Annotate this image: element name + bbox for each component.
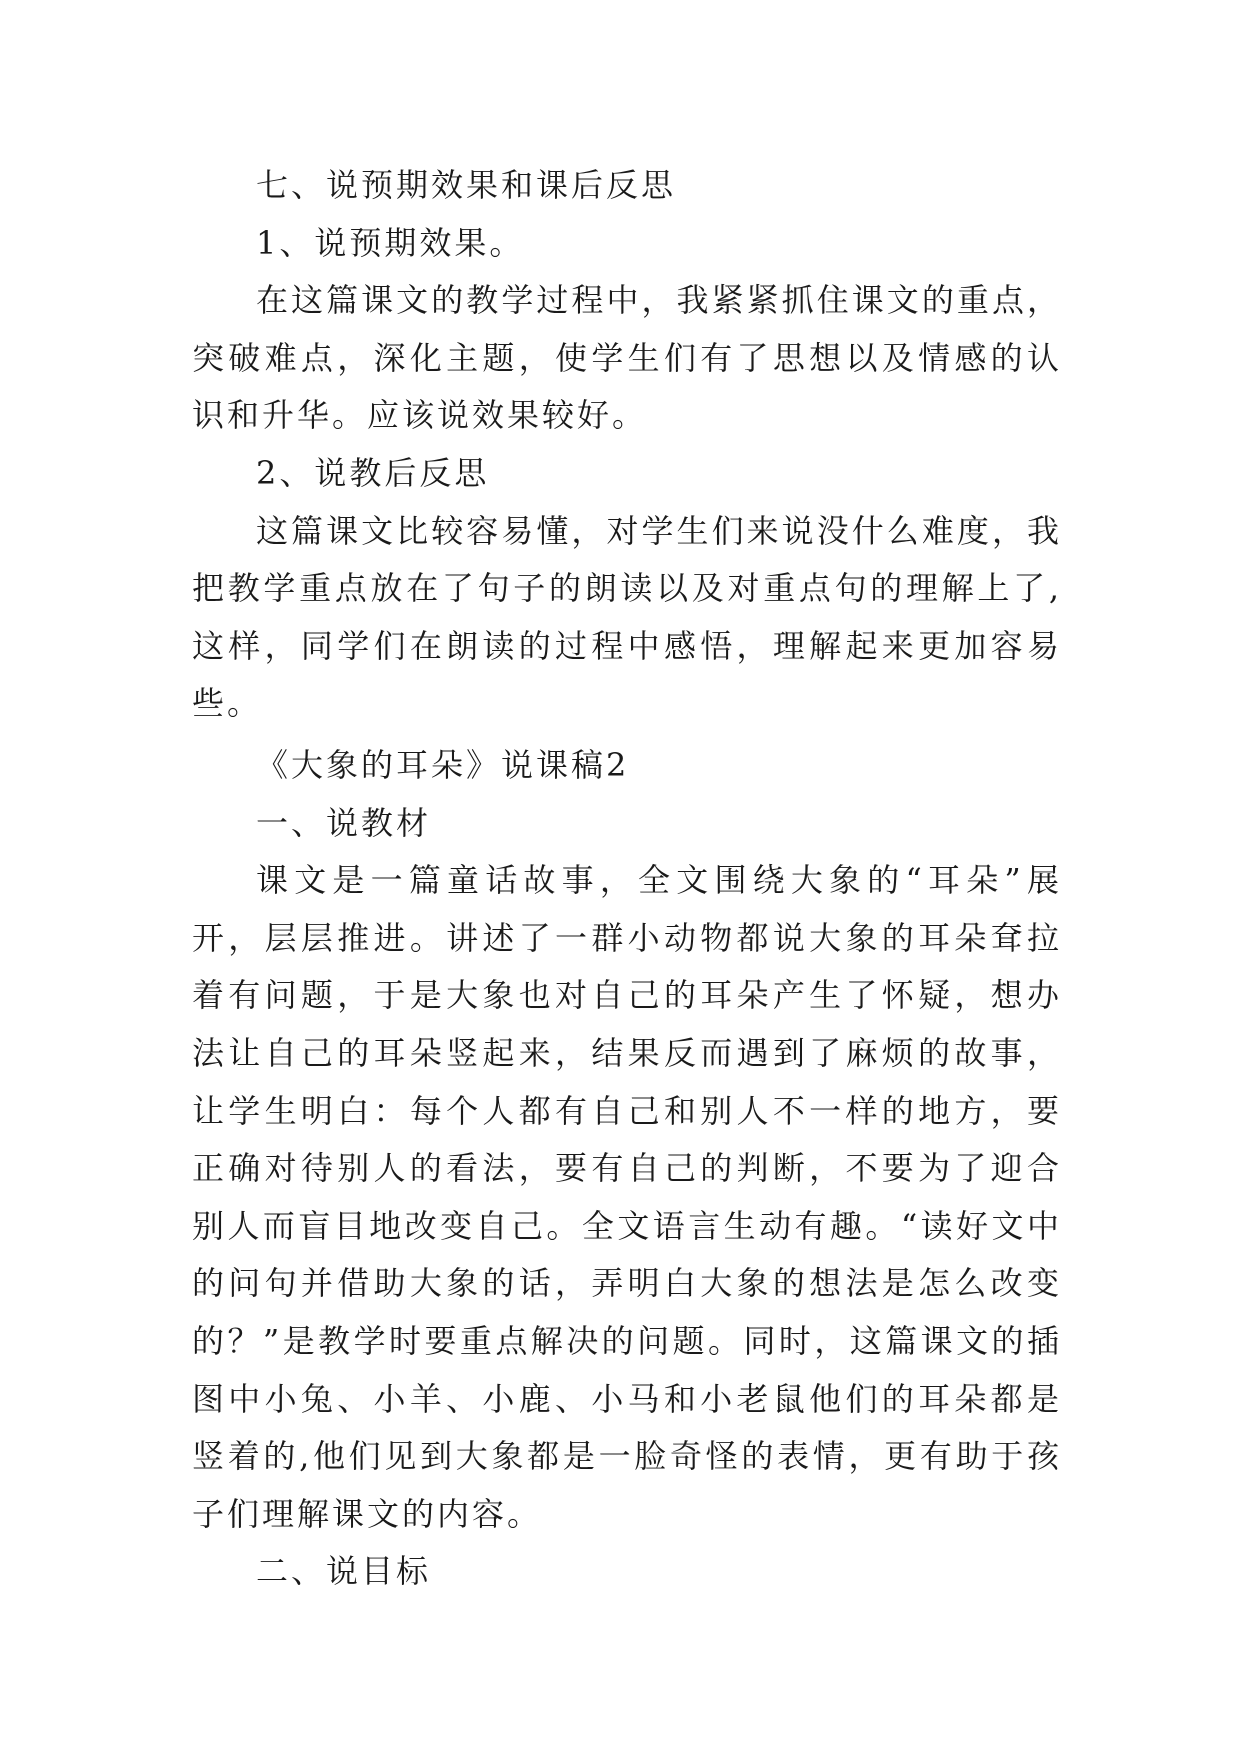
section-reflection <box>192 157 1062 733</box>
paragraph-textbook: 课文是一篇童话故事，全文围绕大象的“耳朵”展开，层层推进。讲述了一群小动物都说大象的耳朵耷拉着有问题，于是大象也对自己的耳朵产生了怀疑，想办法让自己的耳朵竖起来，结果反而遇到了麻烦的故事，让学生明白：每个人都有自己和别人不一样的地方，要正确对待别人的看法，要有自己的判断，不要为了迎合别人而盲目地改变自己。全文语言生动有趣。“读好文中的问句并借助大象的话，弄明白大象的想法是怎么改变的？”是教学时要重点解决的问题。同时，这篇课文的插图中小兔、小羊、小鹿、小马和小老鼠他们的耳朵都是竖着的,他们见到大象都是一脸奇怪的表情，更有助于孩子们理解课文的内容。 <box>192 861 1062 1533</box>
subheading-teaching-reflection: 2、说教后反思 <box>256 453 490 492</box>
paragraph-expected-effect: 在这篇课文的教学过程中，我紧紧抓住课文的重点，突破难点，深化主题，使学生们有了思想以及情感的认识和升华。应该说效果较好。 <box>192 281 1062 435</box>
section-lesson-draft-2 <box>192 737 1062 1601</box>
paragraph-teaching-reflection: 这篇课文比较容易懂，对学生们来说没什么难度，我把教学重点放在了句子的朗读以及对重点句的理解上了,这样，同学们在朗读的过程中感悟，理解起来更加容易些。 <box>192 511 1062 723</box>
section-heading-objectives: 二、说目标 <box>256 1552 432 1591</box>
section-heading-textbook: 一、说教材 <box>256 803 432 842</box>
document-title: 《大象的耳朵》说课稿2 <box>256 746 630 784</box>
section-heading-expected-effect: 七、说预期效果和课后反思 <box>256 166 677 204</box>
subheading-expected-effect: 1、说预期效果。 <box>256 223 525 262</box>
